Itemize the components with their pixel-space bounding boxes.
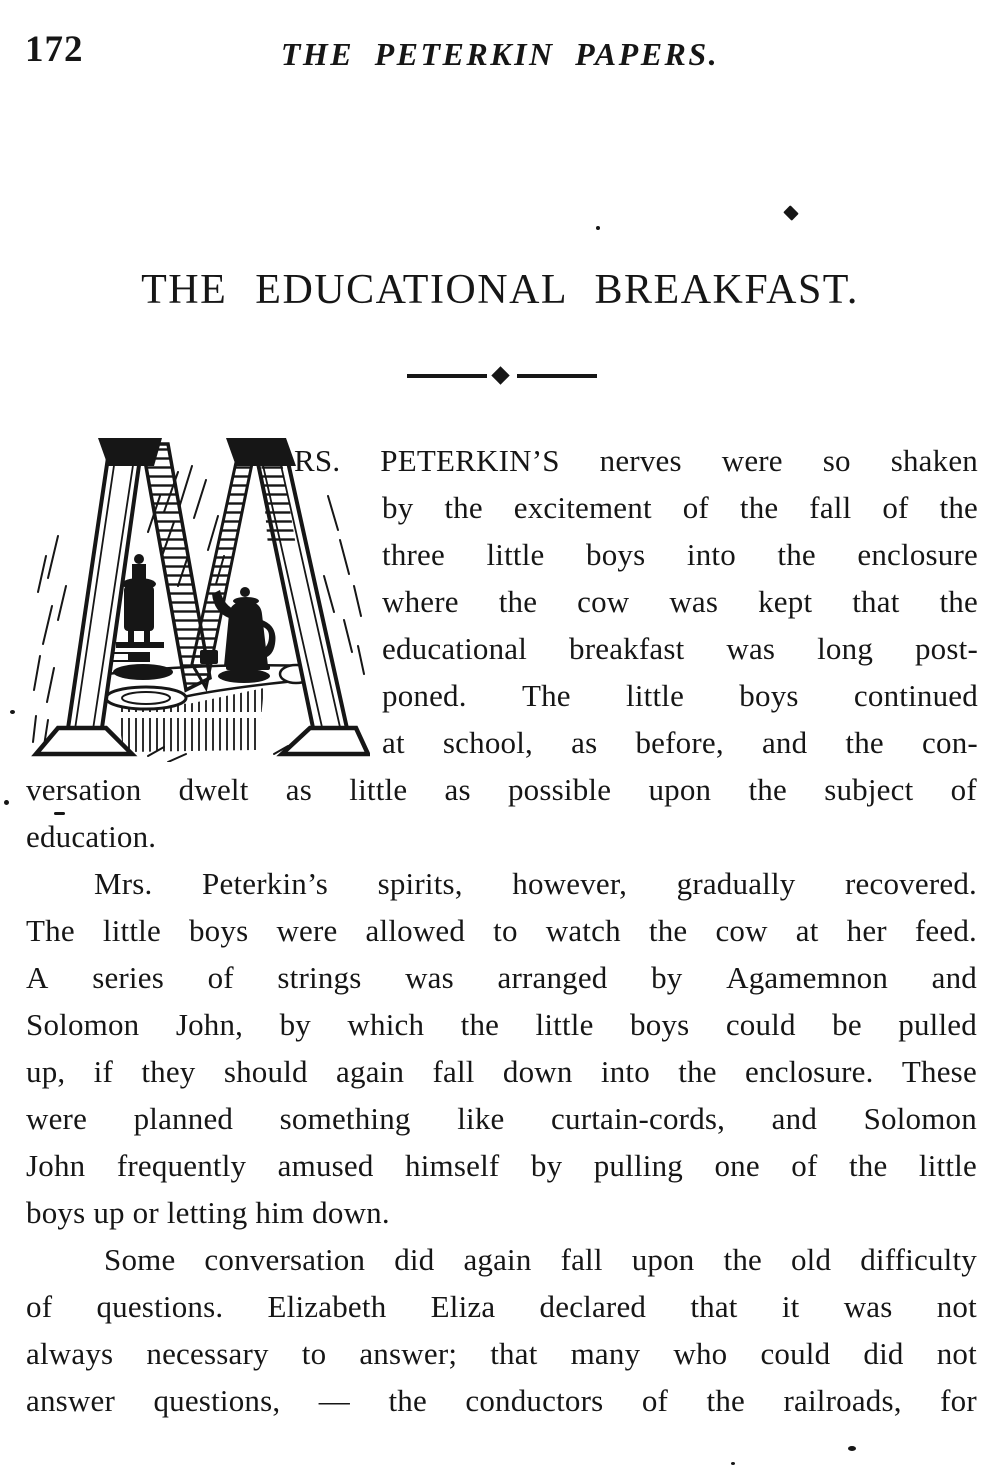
- word: boys: [586, 537, 646, 572]
- word: RS.: [294, 443, 341, 478]
- word: into: [686, 537, 736, 572]
- word: one: [714, 1148, 760, 1183]
- word: railroads,: [783, 1383, 902, 1418]
- scan-speck: [596, 226, 600, 230]
- word: that: [490, 1336, 538, 1371]
- word: did: [863, 1336, 904, 1371]
- plate: [106, 687, 186, 709]
- word: shaken: [890, 443, 978, 478]
- word: the: [706, 1383, 746, 1418]
- scan-speck: [731, 1462, 735, 1465]
- word: by: [279, 1007, 311, 1042]
- word: however,: [512, 866, 628, 901]
- word: the: [444, 490, 483, 525]
- word: fall: [432, 1054, 475, 1089]
- word: arranged: [497, 960, 608, 995]
- text-line: [26, 1142, 977, 1189]
- word: were: [721, 443, 783, 478]
- word: dwelt: [178, 772, 249, 807]
- word: watch: [545, 913, 621, 948]
- word: frequently: [116, 1148, 247, 1183]
- page-number: 172: [25, 29, 84, 70]
- word: long: [817, 631, 874, 666]
- word: like: [457, 1101, 505, 1136]
- text-line: [382, 625, 978, 672]
- text-line: [382, 719, 978, 766]
- word: Agamemnon: [726, 960, 889, 995]
- scan-speck: [848, 1446, 856, 1451]
- text-line: [382, 531, 978, 578]
- word: versation: [26, 772, 142, 807]
- word: did: [394, 1242, 435, 1277]
- word: —: [318, 1383, 350, 1418]
- word: upon: [631, 1242, 695, 1277]
- word: the: [748, 772, 787, 807]
- text-line: [26, 1377, 977, 1424]
- word: boys: [188, 913, 249, 948]
- word: The: [26, 913, 75, 948]
- word: answer: [26, 1383, 115, 1418]
- word: the: [845, 725, 884, 760]
- word: pulled: [898, 1007, 977, 1042]
- divider-line: [517, 374, 597, 378]
- word: again: [336, 1054, 405, 1089]
- word: something: [279, 1101, 411, 1136]
- word: should: [223, 1054, 308, 1089]
- table-shadow-right: [218, 669, 270, 683]
- word: little: [349, 772, 408, 807]
- word: of: [26, 1289, 53, 1324]
- text-line: [26, 1048, 977, 1095]
- word: were: [26, 1101, 88, 1136]
- word: educational: [382, 631, 528, 666]
- word: poned.: [382, 678, 467, 713]
- word: up,: [26, 1054, 66, 1089]
- word: John,: [175, 1007, 244, 1042]
- text-line: [26, 1236, 977, 1283]
- word: as: [285, 772, 313, 807]
- word: were: [276, 913, 338, 948]
- word: if: [93, 1054, 114, 1089]
- word: Peterkin’s: [202, 866, 329, 901]
- dish-highlight: [112, 654, 128, 660]
- word: little: [486, 537, 545, 572]
- text-line: [382, 672, 978, 719]
- word: Eliza: [430, 1289, 496, 1324]
- text-line: [26, 954, 977, 1001]
- text-line: boys up or letting him down.: [26, 1195, 390, 1230]
- word: himself: [405, 1148, 500, 1183]
- word: excitement: [513, 490, 652, 525]
- word: difficulty: [860, 1242, 977, 1277]
- running-title: THE PETERKIN PAPERS.: [280, 36, 720, 72]
- word: and: [931, 960, 977, 995]
- word: recovered.: [845, 866, 977, 901]
- word: boys: [630, 1007, 690, 1042]
- word: the: [678, 1054, 717, 1089]
- word: planned: [133, 1101, 234, 1136]
- word: by: [382, 490, 414, 525]
- word: of: [682, 490, 709, 525]
- chapter-divider: [407, 368, 597, 384]
- paragraph-1-continuation: [26, 766, 977, 860]
- word: the: [648, 913, 688, 948]
- word: old: [790, 1242, 832, 1277]
- word: John: [26, 1148, 86, 1183]
- scan-speck: [4, 800, 9, 805]
- word: as: [444, 772, 471, 807]
- word: at: [795, 913, 819, 948]
- word: the: [460, 1007, 500, 1042]
- word: fall: [560, 1242, 603, 1277]
- scan-speck: [783, 205, 799, 221]
- word: subject: [824, 772, 914, 807]
- text-line: [382, 484, 978, 531]
- word: that: [852, 584, 900, 619]
- word: to: [493, 913, 518, 948]
- word: upon: [648, 772, 712, 807]
- word: again: [463, 1242, 532, 1277]
- word: which: [347, 1007, 425, 1042]
- text-line: [294, 437, 978, 484]
- word: fall: [809, 490, 852, 525]
- word: of: [641, 1383, 669, 1418]
- word: boys: [739, 678, 799, 713]
- word: could: [760, 1336, 831, 1371]
- word: into: [600, 1054, 650, 1089]
- word: cow: [577, 584, 630, 619]
- word: Solomon: [863, 1101, 977, 1136]
- scan-speck: [54, 812, 65, 815]
- word: so: [822, 443, 851, 478]
- divider-line: [407, 374, 487, 378]
- word: little: [918, 1148, 977, 1183]
- text-line: education.: [26, 819, 157, 854]
- word: of: [950, 772, 977, 807]
- word: by: [530, 1148, 563, 1183]
- word: little: [626, 678, 685, 713]
- word: before,: [635, 725, 724, 760]
- word: always: [26, 1336, 114, 1371]
- word: the: [939, 584, 978, 619]
- word: not: [936, 1289, 977, 1324]
- text-line: [382, 578, 978, 625]
- text-line: [26, 860, 977, 907]
- word: post-: [914, 631, 978, 666]
- word: strings: [277, 960, 362, 995]
- word: to: [301, 1336, 327, 1371]
- word: breakfast: [569, 631, 685, 666]
- word: of: [882, 490, 909, 525]
- word: declared: [539, 1289, 647, 1324]
- word: possible: [507, 772, 612, 807]
- word: conductors: [465, 1383, 604, 1418]
- word: school,: [442, 725, 533, 760]
- word: down: [502, 1054, 573, 1089]
- paragraph-1-beside-dropcap: [294, 437, 978, 766]
- word: Elizabeth: [267, 1289, 387, 1324]
- word: her: [846, 913, 887, 948]
- word: spirits,: [377, 866, 463, 901]
- word: be: [832, 1007, 862, 1042]
- word: many: [570, 1336, 641, 1371]
- text-line: [26, 907, 977, 954]
- word: for: [940, 1383, 977, 1418]
- word: the: [723, 1242, 762, 1277]
- word: three: [382, 537, 445, 572]
- paragraph-3: [26, 1236, 977, 1424]
- word: Some: [104, 1242, 176, 1277]
- word: the: [939, 490, 978, 525]
- word: conversation: [204, 1242, 366, 1277]
- word: kept: [758, 584, 813, 619]
- text-line: [26, 1095, 977, 1142]
- word: was: [843, 1289, 893, 1324]
- word: little: [102, 913, 161, 948]
- divider-diamond-icon: [491, 366, 509, 384]
- word: where: [382, 584, 459, 619]
- chapter-title: THE EDUCATIONAL BREAKFAST.: [141, 267, 859, 313]
- word: the: [848, 1148, 888, 1183]
- word: con-: [922, 725, 978, 760]
- word: the: [739, 490, 779, 525]
- word: questions,: [153, 1383, 281, 1418]
- word: it: [781, 1289, 800, 1324]
- word: The: [521, 678, 571, 713]
- word: was: [405, 960, 454, 995]
- word: the: [777, 537, 816, 572]
- word: as: [571, 725, 598, 760]
- text-line: [26, 1330, 977, 1377]
- word: answer;: [359, 1336, 458, 1371]
- word: gradually: [676, 866, 796, 901]
- word: was: [726, 631, 776, 666]
- text-line: [26, 1001, 977, 1048]
- word: little: [535, 1007, 594, 1042]
- word: could: [725, 1007, 796, 1042]
- word: who: [673, 1336, 728, 1371]
- word: was: [669, 584, 719, 619]
- word: necessary: [146, 1336, 269, 1371]
- word: amused: [277, 1148, 374, 1183]
- word: by: [651, 960, 683, 995]
- word: nerves: [599, 443, 682, 478]
- word: they: [141, 1054, 196, 1089]
- word: not: [936, 1336, 977, 1371]
- word: A: [26, 960, 49, 995]
- word: of: [791, 1148, 818, 1183]
- word: at: [382, 725, 405, 760]
- table-shadow-left: [113, 664, 173, 680]
- word: These: [901, 1054, 977, 1089]
- word: Solomon: [26, 1007, 140, 1042]
- word: the: [498, 584, 538, 619]
- paragraph-2: [26, 860, 977, 1236]
- word: pulling: [593, 1148, 683, 1183]
- word: PETERKIN’S: [380, 443, 560, 478]
- text-line: [26, 766, 977, 813]
- scan-speck: [10, 710, 15, 714]
- word: the: [388, 1383, 427, 1418]
- word: enclosure.: [745, 1054, 874, 1089]
- word: curtain-cords,: [551, 1101, 726, 1136]
- word: and: [771, 1101, 818, 1136]
- word: series: [92, 960, 164, 995]
- word: questions.: [96, 1289, 224, 1324]
- word: feed.: [914, 913, 977, 948]
- word: and: [761, 725, 808, 760]
- text-line: [26, 1283, 977, 1330]
- word: allowed: [365, 913, 466, 948]
- word: Mrs.: [94, 866, 153, 901]
- drop-cap-illustration: [28, 436, 370, 762]
- word: enclosure: [857, 537, 978, 572]
- word: that: [690, 1289, 738, 1324]
- word: continued: [853, 678, 978, 713]
- word: of: [207, 960, 234, 995]
- word: cow: [715, 913, 768, 948]
